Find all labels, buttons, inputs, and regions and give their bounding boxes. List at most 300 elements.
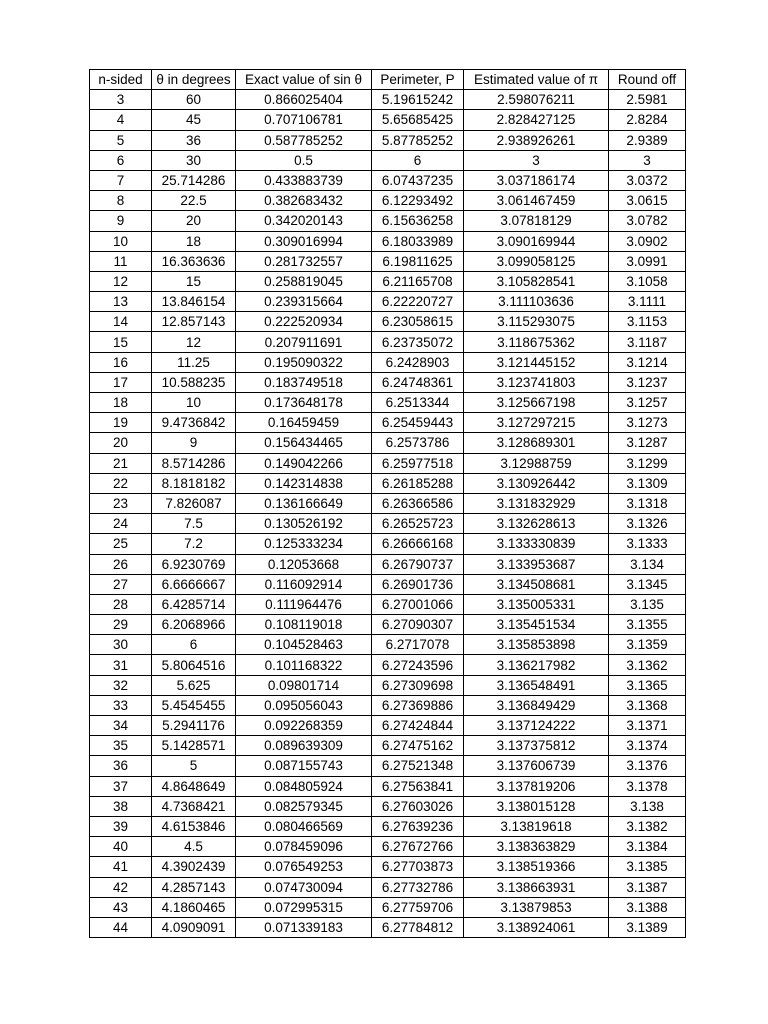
table-row bbox=[90, 271, 686, 291]
sin-theta-cell: 0.101168322 bbox=[236, 655, 372, 675]
theta-degrees-cell: 5.4545455 bbox=[152, 695, 236, 715]
table-row bbox=[90, 312, 686, 332]
table-row bbox=[90, 393, 686, 413]
table-row bbox=[90, 231, 686, 251]
n-sided-cell: 5 bbox=[90, 130, 152, 150]
perimeter-cell: 6.27759706 bbox=[372, 897, 464, 917]
table-row bbox=[90, 433, 686, 453]
n-sided-cell: 15 bbox=[90, 332, 152, 352]
round-off-cell: 3.1153 bbox=[609, 312, 686, 332]
table-row bbox=[90, 695, 686, 715]
estimated-pi-cell: 3.127297215 bbox=[464, 413, 609, 433]
theta-degrees-cell: 20 bbox=[152, 211, 236, 231]
estimated-pi-cell: 3.133953687 bbox=[464, 554, 609, 574]
sin-theta-cell: 0.587785252 bbox=[236, 130, 372, 150]
n-sided-cell: 6 bbox=[90, 150, 152, 170]
header-round-off: Round off bbox=[609, 70, 686, 90]
estimated-pi-cell: 3.130926442 bbox=[464, 473, 609, 493]
n-sided-cell: 24 bbox=[90, 514, 152, 534]
perimeter-cell: 6.27703873 bbox=[372, 857, 464, 877]
round-off-cell: 3.1365 bbox=[609, 675, 686, 695]
n-sided-cell: 25 bbox=[90, 534, 152, 554]
perimeter-cell: 6.27369886 bbox=[372, 695, 464, 715]
round-off-cell: 3.1376 bbox=[609, 756, 686, 776]
theta-degrees-cell: 4.6153846 bbox=[152, 816, 236, 836]
sin-theta-cell: 0.116092914 bbox=[236, 574, 372, 594]
estimated-pi-cell: 3.138663931 bbox=[464, 877, 609, 897]
round-off-cell: 3.1214 bbox=[609, 352, 686, 372]
n-sided-cell: 34 bbox=[90, 716, 152, 736]
perimeter-cell: 6.2717078 bbox=[372, 635, 464, 655]
estimated-pi-cell: 3.133330839 bbox=[464, 534, 609, 554]
perimeter-cell: 6.22220727 bbox=[372, 292, 464, 312]
sin-theta-cell: 0.072995315 bbox=[236, 897, 372, 917]
sin-theta-cell: 0.207911691 bbox=[236, 332, 372, 352]
perimeter-cell: 6.24748361 bbox=[372, 372, 464, 392]
table-row bbox=[90, 251, 686, 271]
round-off-cell: 3.1287 bbox=[609, 433, 686, 453]
sin-theta-cell: 0.074730094 bbox=[236, 877, 372, 897]
estimated-pi-cell: 3.137375812 bbox=[464, 736, 609, 756]
n-sided-cell: 29 bbox=[90, 615, 152, 635]
theta-degrees-cell: 5.1428571 bbox=[152, 736, 236, 756]
table-row bbox=[90, 372, 686, 392]
perimeter-cell: 6.18033989 bbox=[372, 231, 464, 251]
theta-degrees-cell: 45 bbox=[152, 110, 236, 130]
perimeter-cell: 6.23735072 bbox=[372, 332, 464, 352]
perimeter-cell: 5.19615242 bbox=[372, 90, 464, 110]
theta-degrees-cell: 5.8064516 bbox=[152, 655, 236, 675]
n-sided-cell: 12 bbox=[90, 271, 152, 291]
sin-theta-cell: 0.12053668 bbox=[236, 554, 372, 574]
n-sided-cell: 35 bbox=[90, 736, 152, 756]
estimated-pi-cell: 3.138015128 bbox=[464, 796, 609, 816]
n-sided-cell: 26 bbox=[90, 554, 152, 574]
sin-theta-cell: 0.239315664 bbox=[236, 292, 372, 312]
theta-degrees-cell: 5.2941176 bbox=[152, 716, 236, 736]
estimated-pi-cell: 2.598076211 bbox=[464, 90, 609, 110]
theta-degrees-cell: 4.8648649 bbox=[152, 776, 236, 796]
n-sided-cell: 39 bbox=[90, 816, 152, 836]
sin-theta-cell: 0.071339183 bbox=[236, 917, 372, 937]
sin-theta-cell: 0.258819045 bbox=[236, 271, 372, 291]
theta-degrees-cell: 9 bbox=[152, 433, 236, 453]
sin-theta-cell: 0.142314838 bbox=[236, 473, 372, 493]
n-sided-cell: 43 bbox=[90, 897, 152, 917]
theta-degrees-cell: 4.2857143 bbox=[152, 877, 236, 897]
sin-theta-cell: 0.108119018 bbox=[236, 615, 372, 635]
round-off-cell: 3.1333 bbox=[609, 534, 686, 554]
round-off-cell: 3.135 bbox=[609, 594, 686, 614]
round-off-cell: 3.1355 bbox=[609, 615, 686, 635]
sin-theta-cell: 0.183749518 bbox=[236, 372, 372, 392]
table-row bbox=[90, 453, 686, 473]
estimated-pi-cell: 3.099058125 bbox=[464, 251, 609, 271]
round-off-cell: 3.0782 bbox=[609, 211, 686, 231]
table-row bbox=[90, 716, 686, 736]
round-off-cell: 3.1299 bbox=[609, 453, 686, 473]
theta-degrees-cell: 8.1818182 bbox=[152, 473, 236, 493]
header-sin-theta: Exact value of sin θ bbox=[236, 70, 372, 90]
theta-degrees-cell: 11.25 bbox=[152, 352, 236, 372]
table-row bbox=[90, 554, 686, 574]
perimeter-cell: 6.26525723 bbox=[372, 514, 464, 534]
table-row bbox=[90, 756, 686, 776]
estimated-pi-cell: 3.061467459 bbox=[464, 191, 609, 211]
perimeter-cell: 6.27603026 bbox=[372, 796, 464, 816]
estimated-pi-cell: 3.136849429 bbox=[464, 695, 609, 715]
estimated-pi-cell: 3.135005331 bbox=[464, 594, 609, 614]
perimeter-cell: 6.12293492 bbox=[372, 191, 464, 211]
table-row bbox=[90, 736, 686, 756]
table-row bbox=[90, 90, 686, 110]
table-row bbox=[90, 796, 686, 816]
estimated-pi-cell: 3.121445152 bbox=[464, 352, 609, 372]
estimated-pi-cell: 3.128689301 bbox=[464, 433, 609, 453]
n-sided-cell: 14 bbox=[90, 312, 152, 332]
perimeter-cell: 6.26666168 bbox=[372, 534, 464, 554]
perimeter-cell: 6.27732786 bbox=[372, 877, 464, 897]
sin-theta-cell: 0.078459096 bbox=[236, 837, 372, 857]
sin-theta-cell: 0.156434465 bbox=[236, 433, 372, 453]
perimeter-cell: 6.2573786 bbox=[372, 433, 464, 453]
sin-theta-cell: 0.136166649 bbox=[236, 493, 372, 513]
estimated-pi-cell: 3.037186174 bbox=[464, 170, 609, 190]
theta-degrees-cell: 5 bbox=[152, 756, 236, 776]
estimated-pi-cell: 3.138519366 bbox=[464, 857, 609, 877]
sin-theta-cell: 0.104528463 bbox=[236, 635, 372, 655]
table-row bbox=[90, 130, 686, 150]
n-sided-cell: 3 bbox=[90, 90, 152, 110]
table-row bbox=[90, 615, 686, 635]
sin-theta-cell: 0.382683432 bbox=[236, 191, 372, 211]
round-off-cell: 3.1384 bbox=[609, 837, 686, 857]
round-off-cell: 3.1374 bbox=[609, 736, 686, 756]
perimeter-cell: 6.26366586 bbox=[372, 493, 464, 513]
round-off-cell: 3.0902 bbox=[609, 231, 686, 251]
table-body bbox=[90, 90, 686, 938]
round-off-cell: 3.1385 bbox=[609, 857, 686, 877]
estimated-pi-cell: 3.135853898 bbox=[464, 635, 609, 655]
round-off-cell: 3.1345 bbox=[609, 574, 686, 594]
n-sided-cell: 38 bbox=[90, 796, 152, 816]
theta-degrees-cell: 6.2068966 bbox=[152, 615, 236, 635]
theta-degrees-cell: 36 bbox=[152, 130, 236, 150]
n-sided-cell: 41 bbox=[90, 857, 152, 877]
perimeter-cell: 6.27001066 bbox=[372, 594, 464, 614]
theta-degrees-cell: 6.4285714 bbox=[152, 594, 236, 614]
estimated-pi-cell: 3.125667198 bbox=[464, 393, 609, 413]
perimeter-cell: 6.27639236 bbox=[372, 816, 464, 836]
pi-estimation-table bbox=[89, 69, 686, 938]
perimeter-cell: 6.27309698 bbox=[372, 675, 464, 695]
perimeter-cell: 6.27784812 bbox=[372, 917, 464, 937]
round-off-cell: 2.9389 bbox=[609, 130, 686, 150]
estimated-pi-cell: 3.105828541 bbox=[464, 271, 609, 291]
n-sided-cell: 4 bbox=[90, 110, 152, 130]
table-row bbox=[90, 473, 686, 493]
theta-degrees-cell: 6 bbox=[152, 635, 236, 655]
estimated-pi-cell: 3.136548491 bbox=[464, 675, 609, 695]
perimeter-cell: 6.2513344 bbox=[372, 393, 464, 413]
round-off-cell: 2.8284 bbox=[609, 110, 686, 130]
table-row bbox=[90, 594, 686, 614]
estimated-pi-cell: 2.828427125 bbox=[464, 110, 609, 130]
table-row bbox=[90, 150, 686, 170]
round-off-cell: 3.1387 bbox=[609, 877, 686, 897]
round-off-cell: 3.1389 bbox=[609, 917, 686, 937]
estimated-pi-cell: 3.137124222 bbox=[464, 716, 609, 736]
table-row bbox=[90, 110, 686, 130]
theta-degrees-cell: 8.5714286 bbox=[152, 453, 236, 473]
sin-theta-cell: 0.125333234 bbox=[236, 534, 372, 554]
round-off-cell: 3.1388 bbox=[609, 897, 686, 917]
estimated-pi-cell: 3.12988759 bbox=[464, 453, 609, 473]
header-n-sided: n-sided bbox=[90, 70, 152, 90]
theta-degrees-cell: 22.5 bbox=[152, 191, 236, 211]
estimated-pi-cell: 3.118675362 bbox=[464, 332, 609, 352]
theta-degrees-cell: 4.5 bbox=[152, 837, 236, 857]
perimeter-cell: 6.26790737 bbox=[372, 554, 464, 574]
sin-theta-cell: 0.309016994 bbox=[236, 231, 372, 251]
round-off-cell: 3.1273 bbox=[609, 413, 686, 433]
estimated-pi-cell: 3.123741803 bbox=[464, 372, 609, 392]
perimeter-cell: 6.19811625 bbox=[372, 251, 464, 271]
round-off-cell: 3.1382 bbox=[609, 816, 686, 836]
round-off-cell: 2.5981 bbox=[609, 90, 686, 110]
perimeter-cell: 5.87785252 bbox=[372, 130, 464, 150]
perimeter-cell: 6.07437235 bbox=[372, 170, 464, 190]
sin-theta-cell: 0.866025404 bbox=[236, 90, 372, 110]
estimated-pi-cell: 3.137819206 bbox=[464, 776, 609, 796]
theta-degrees-cell: 7.2 bbox=[152, 534, 236, 554]
n-sided-cell: 11 bbox=[90, 251, 152, 271]
n-sided-cell: 23 bbox=[90, 493, 152, 513]
estimated-pi-cell: 3 bbox=[464, 150, 609, 170]
round-off-cell: 3.1058 bbox=[609, 271, 686, 291]
round-off-cell: 3.0372 bbox=[609, 170, 686, 190]
table-row bbox=[90, 191, 686, 211]
n-sided-cell: 7 bbox=[90, 170, 152, 190]
estimated-pi-cell: 3.132628613 bbox=[464, 514, 609, 534]
n-sided-cell: 30 bbox=[90, 635, 152, 655]
perimeter-cell: 6.27243596 bbox=[372, 655, 464, 675]
table-row bbox=[90, 776, 686, 796]
table-row bbox=[90, 292, 686, 312]
table-row bbox=[90, 816, 686, 836]
theta-degrees-cell: 10 bbox=[152, 393, 236, 413]
theta-degrees-cell: 4.0909091 bbox=[152, 917, 236, 937]
theta-degrees-cell: 7.826087 bbox=[152, 493, 236, 513]
perimeter-cell: 6.15636258 bbox=[372, 211, 464, 231]
round-off-cell: 3.1309 bbox=[609, 473, 686, 493]
sin-theta-cell: 0.281732557 bbox=[236, 251, 372, 271]
n-sided-cell: 9 bbox=[90, 211, 152, 231]
theta-degrees-cell: 7.5 bbox=[152, 514, 236, 534]
sin-theta-cell: 0.149042266 bbox=[236, 453, 372, 473]
estimated-pi-cell: 3.134508681 bbox=[464, 574, 609, 594]
header-estimated-pi: Estimated value of π bbox=[464, 70, 609, 90]
n-sided-cell: 42 bbox=[90, 877, 152, 897]
estimated-pi-cell: 3.137606739 bbox=[464, 756, 609, 776]
sin-theta-cell: 0.089639309 bbox=[236, 736, 372, 756]
sin-theta-cell: 0.111964476 bbox=[236, 594, 372, 614]
round-off-cell: 3.1378 bbox=[609, 776, 686, 796]
perimeter-cell: 6.26901736 bbox=[372, 574, 464, 594]
n-sided-cell: 17 bbox=[90, 372, 152, 392]
perimeter-cell: 6.2428903 bbox=[372, 352, 464, 372]
sin-theta-cell: 0.342020143 bbox=[236, 211, 372, 231]
theta-degrees-cell: 9.4736842 bbox=[152, 413, 236, 433]
header-row bbox=[90, 70, 686, 90]
sin-theta-cell: 0.087155743 bbox=[236, 756, 372, 776]
theta-degrees-cell: 10.588235 bbox=[152, 372, 236, 392]
header-theta-degrees: θ in degrees bbox=[152, 70, 236, 90]
sin-theta-cell: 0.082579345 bbox=[236, 796, 372, 816]
perimeter-cell: 6.25977518 bbox=[372, 453, 464, 473]
round-off-cell: 3.1359 bbox=[609, 635, 686, 655]
theta-degrees-cell: 18 bbox=[152, 231, 236, 251]
theta-degrees-cell: 12 bbox=[152, 332, 236, 352]
round-off-cell: 3.1257 bbox=[609, 393, 686, 413]
n-sided-cell: 21 bbox=[90, 453, 152, 473]
n-sided-cell: 18 bbox=[90, 393, 152, 413]
table-row bbox=[90, 534, 686, 554]
perimeter-cell: 6.27424844 bbox=[372, 716, 464, 736]
estimated-pi-cell: 3.13879853 bbox=[464, 897, 609, 917]
sin-theta-cell: 0.433883739 bbox=[236, 170, 372, 190]
theta-degrees-cell: 12.857143 bbox=[152, 312, 236, 332]
sin-theta-cell: 0.16459459 bbox=[236, 413, 372, 433]
header-perimeter: Perimeter, P bbox=[372, 70, 464, 90]
round-off-cell: 3.1362 bbox=[609, 655, 686, 675]
round-off-cell: 3.134 bbox=[609, 554, 686, 574]
n-sided-cell: 20 bbox=[90, 433, 152, 453]
n-sided-cell: 40 bbox=[90, 837, 152, 857]
theta-degrees-cell: 16.363636 bbox=[152, 251, 236, 271]
perimeter-cell: 6.27521348 bbox=[372, 756, 464, 776]
perimeter-cell: 6.27090307 bbox=[372, 615, 464, 635]
round-off-cell: 3 bbox=[609, 150, 686, 170]
round-off-cell: 3.1368 bbox=[609, 695, 686, 715]
sin-theta-cell: 0.195090322 bbox=[236, 352, 372, 372]
perimeter-cell: 6.26185288 bbox=[372, 473, 464, 493]
table-row bbox=[90, 857, 686, 877]
table-row bbox=[90, 574, 686, 594]
estimated-pi-cell: 3.115293075 bbox=[464, 312, 609, 332]
round-off-cell: 3.1326 bbox=[609, 514, 686, 534]
sin-theta-cell: 0.130526192 bbox=[236, 514, 372, 534]
table-row bbox=[90, 170, 686, 190]
estimated-pi-cell: 3.07818129 bbox=[464, 211, 609, 231]
theta-degrees-cell: 6.6666667 bbox=[152, 574, 236, 594]
n-sided-cell: 16 bbox=[90, 352, 152, 372]
estimated-pi-cell: 3.111103636 bbox=[464, 292, 609, 312]
sin-theta-cell: 0.076549253 bbox=[236, 857, 372, 877]
theta-degrees-cell: 5.625 bbox=[152, 675, 236, 695]
theta-degrees-cell: 4.1860465 bbox=[152, 897, 236, 917]
theta-degrees-cell: 25.714286 bbox=[152, 170, 236, 190]
round-off-cell: 3.1111 bbox=[609, 292, 686, 312]
sin-theta-cell: 0.09801714 bbox=[236, 675, 372, 695]
sin-theta-cell: 0.222520934 bbox=[236, 312, 372, 332]
estimated-pi-cell: 3.138363829 bbox=[464, 837, 609, 857]
n-sided-cell: 44 bbox=[90, 917, 152, 937]
table-row bbox=[90, 493, 686, 513]
sin-theta-cell: 0.095056043 bbox=[236, 695, 372, 715]
perimeter-cell: 6.21165708 bbox=[372, 271, 464, 291]
round-off-cell: 3.0991 bbox=[609, 251, 686, 271]
theta-degrees-cell: 13.846154 bbox=[152, 292, 236, 312]
table-row bbox=[90, 897, 686, 917]
n-sided-cell: 32 bbox=[90, 675, 152, 695]
perimeter-cell: 6.27563841 bbox=[372, 776, 464, 796]
theta-degrees-cell: 4.3902439 bbox=[152, 857, 236, 877]
round-off-cell: 3.1237 bbox=[609, 372, 686, 392]
round-off-cell: 3.0615 bbox=[609, 191, 686, 211]
table-row bbox=[90, 675, 686, 695]
round-off-cell: 3.138 bbox=[609, 796, 686, 816]
n-sided-cell: 8 bbox=[90, 191, 152, 211]
estimated-pi-cell: 3.136217982 bbox=[464, 655, 609, 675]
perimeter-cell: 6 bbox=[372, 150, 464, 170]
table-row bbox=[90, 877, 686, 897]
perimeter-cell: 6.23058615 bbox=[372, 312, 464, 332]
table-row bbox=[90, 917, 686, 937]
perimeter-cell: 6.27475162 bbox=[372, 736, 464, 756]
round-off-cell: 3.1371 bbox=[609, 716, 686, 736]
perimeter-cell: 6.27672766 bbox=[372, 837, 464, 857]
sin-theta-cell: 0.173648178 bbox=[236, 393, 372, 413]
estimated-pi-cell: 3.131832929 bbox=[464, 493, 609, 513]
sin-theta-cell: 0.080466569 bbox=[236, 816, 372, 836]
theta-degrees-cell: 60 bbox=[152, 90, 236, 110]
estimated-pi-cell: 3.135451534 bbox=[464, 615, 609, 635]
perimeter-cell: 6.25459443 bbox=[372, 413, 464, 433]
n-sided-cell: 31 bbox=[90, 655, 152, 675]
table-row bbox=[90, 211, 686, 231]
n-sided-cell: 28 bbox=[90, 594, 152, 614]
perimeter-cell: 5.65685425 bbox=[372, 110, 464, 130]
n-sided-cell: 36 bbox=[90, 756, 152, 776]
theta-degrees-cell: 6.9230769 bbox=[152, 554, 236, 574]
round-off-cell: 3.1187 bbox=[609, 332, 686, 352]
sin-theta-cell: 0.5 bbox=[236, 150, 372, 170]
sin-theta-cell: 0.084805924 bbox=[236, 776, 372, 796]
estimated-pi-cell: 2.938926261 bbox=[464, 130, 609, 150]
estimated-pi-cell: 3.090169944 bbox=[464, 231, 609, 251]
n-sided-cell: 19 bbox=[90, 413, 152, 433]
n-sided-cell: 37 bbox=[90, 776, 152, 796]
table-row bbox=[90, 514, 686, 534]
n-sided-cell: 33 bbox=[90, 695, 152, 715]
theta-degrees-cell: 4.7368421 bbox=[152, 796, 236, 816]
n-sided-cell: 10 bbox=[90, 231, 152, 251]
table-row bbox=[90, 332, 686, 352]
n-sided-cell: 13 bbox=[90, 292, 152, 312]
table-row bbox=[90, 413, 686, 433]
sin-theta-cell: 0.707106781 bbox=[236, 110, 372, 130]
estimated-pi-cell: 3.13819618 bbox=[464, 816, 609, 836]
n-sided-cell: 27 bbox=[90, 574, 152, 594]
table-row bbox=[90, 837, 686, 857]
estimated-pi-cell: 3.138924061 bbox=[464, 917, 609, 937]
round-off-cell: 3.1318 bbox=[609, 493, 686, 513]
table-row bbox=[90, 655, 686, 675]
sin-theta-cell: 0.092268359 bbox=[236, 716, 372, 736]
theta-degrees-cell: 15 bbox=[152, 271, 236, 291]
table-row bbox=[90, 635, 686, 655]
